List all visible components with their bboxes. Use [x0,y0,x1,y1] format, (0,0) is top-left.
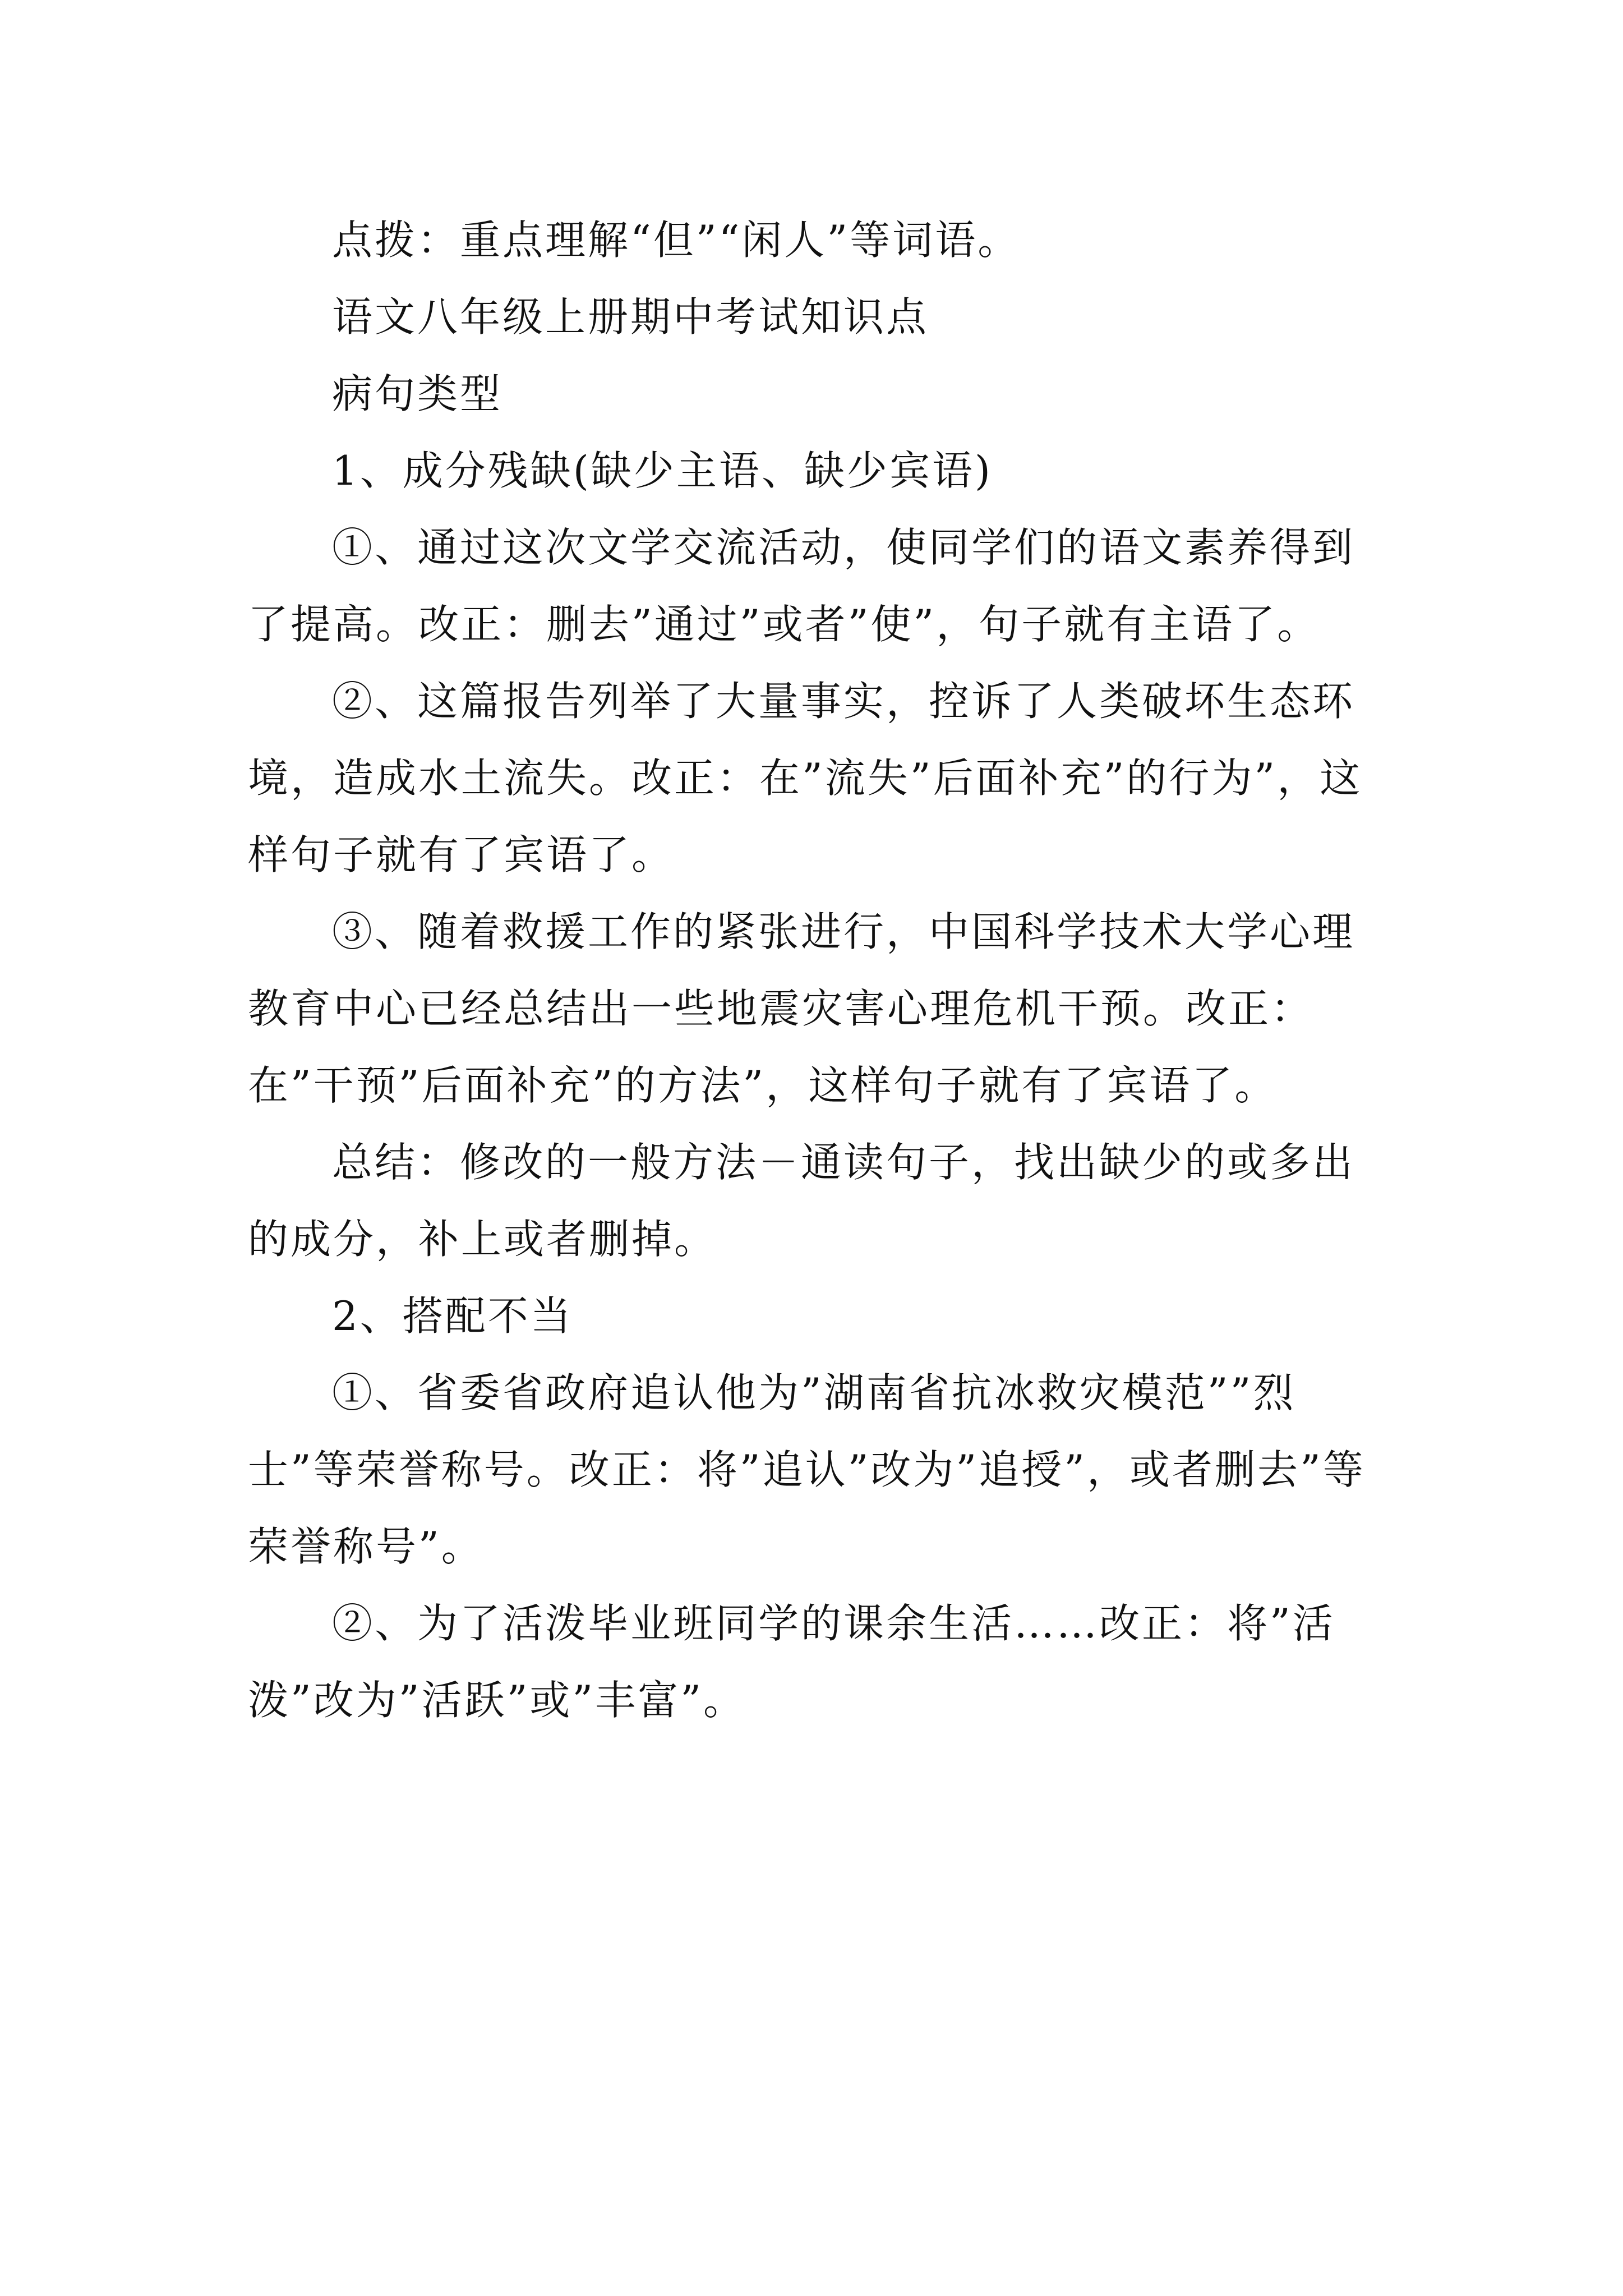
paragraph-heading-1: 1、成分残缺(缺少主语、缺少宾语) [332,447,993,494]
paragraph-hint: 点拨：重点理解“但”“闲人”等词语。 [332,217,1021,264]
paragraph-example-2-1: ①、省委省政府追认他为”湖南省抗冰救灾模范””烈士”等荣誉称号。改正：将”追认”改为”追授”，或者删去”等荣誉称号”。 [248,1369,1366,1570]
paragraph-example-1-3: ③、随着救援工作的紧张进行，中国科学技术大学心理教育中心已经总结出一些地震灾害心理危机干预。改正：在”干预”后面补充”的方法”，这样句子就有了宾语了。 [248,908,1355,1109]
paragraph-topic: 病句类型 [332,370,503,417]
document-body [248,202,1375,1739]
paragraph-example-1-2: ②、这篇报告列举了大量事实，控诉了人类破坏生态环境，造成水土流失。改正：在”流失”后面补充”的行为”，这样句子就有了宾语了。 [248,678,1363,878]
paragraph-example-1-1: ①、通过这次文学交流活动，使同学们的语文素养得到了提高。改正：删去”通过”或者”使”，句子就有主语了。 [248,524,1355,648]
paragraph-heading-2: 2、搭配不当 [332,1292,573,1340]
paragraph-summary: 总结：修改的一般方法－通读句子，找出缺少的或多出的成分，补上或者删掉。 [248,1139,1355,1263]
paragraph-section-title: 语文八年级上册期中考试知识点 [332,293,929,341]
paragraph-example-2-2: ②、为了活泼毕业班同学的课余生活……改正：将”活泼”改为”活跃”或”丰富”。 [248,1600,1335,1724]
